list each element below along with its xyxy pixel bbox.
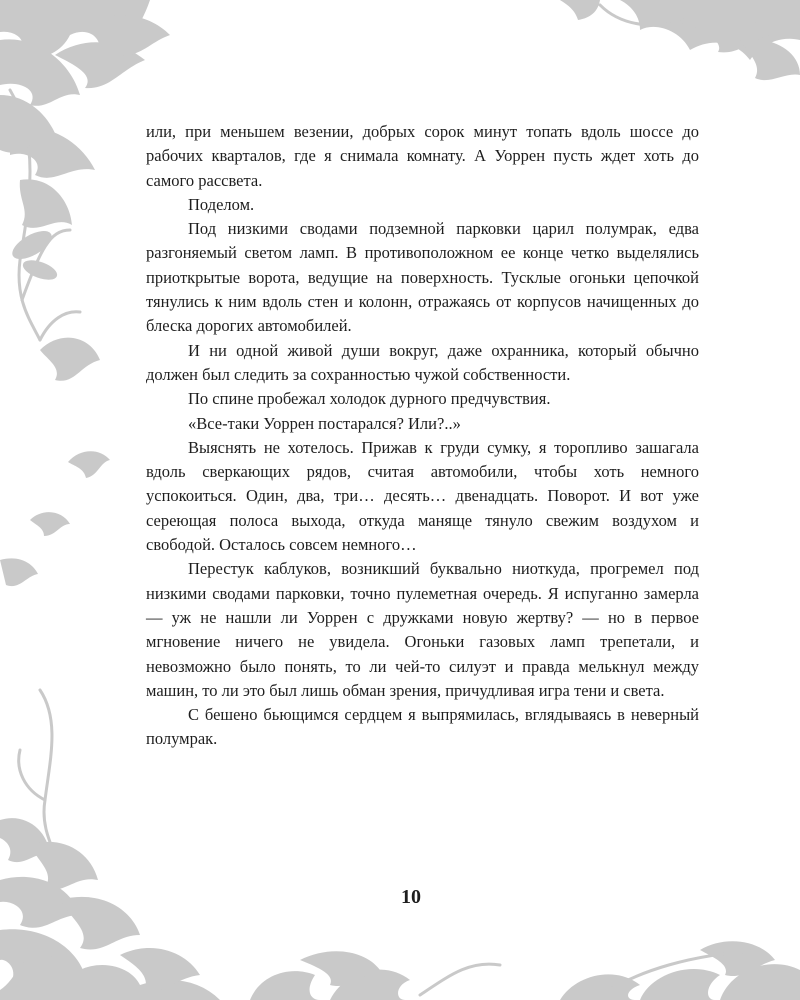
paragraph: По спине пробежал холодок дурного предчувствия. <box>188 389 551 409</box>
paragraph: Поделом. <box>188 194 255 214</box>
paragraph: С бешено бьющимся сердцем я выпрямилась, вглядываясь в неверный полумрак. <box>146 705 699 749</box>
paragraph: Перестук каблуков, возникший буквально ниоткуда, прогремел под низкими сводами парковки, точно пулеметная очередь. Я испуганно замерла — уж не нашли ли Уоррен с дружками новую жертву? — но в первое мгновение ничего не увидела. Огоньки газовых ламп трепетали, и невозможно было понять, то ли чей-то силуэт и правда мелькнул между машин, то ли это был лишь обман зрения, причудливая игра тени и света. <box>146 559 699 700</box>
top-right-leaves <box>560 0 800 80</box>
bottom-right-leaves <box>250 941 800 1000</box>
paragraph: или, при меньшем везении, добрых сорок минут топать вдоль шоссе до рабочих кварталов, где я снимала комнату. А Уоррен пусть ждет хоть до самого рассвета. <box>146 122 699 190</box>
top-left-leaves <box>0 0 170 381</box>
paragraph: Под низкими сводами подземной парковки царил полумрак, едва разгоняемый светом ламп. В противоположном ее конце четко выделялись приоткрытые ворота, ведущие на поверхность. Тусклые огоньки цепочкой тянулись к ним вдоль стен и колонн, отражаясь от корпусов начищенных до блеска дорогих автомобилей. <box>146 219 699 336</box>
paragraph: Выяснять не хотелось. Прижав к груди сумку, я торопливо зашагала вдоль сверкающих рядов, считая автомобили, чтобы хоть немного успокоиться. Один, два, три… десять… двенадцать. Поворот. И вот уже сереющая полоса выхода, откуда маняще тянуло свежим воздухом и свободой. Осталось совсем немного… <box>146 437 699 555</box>
book-text <box>146 120 699 752</box>
page-number: 10 <box>401 886 421 908</box>
left-side-leaves <box>0 451 110 586</box>
paragraph: «Все-таки Уоррен постарался? Или?..» <box>188 413 461 433</box>
paragraph: И ни одной живой души вокруг, даже охранника, который обычно должен был следить за сохранностью чужой собственности. <box>146 340 699 384</box>
